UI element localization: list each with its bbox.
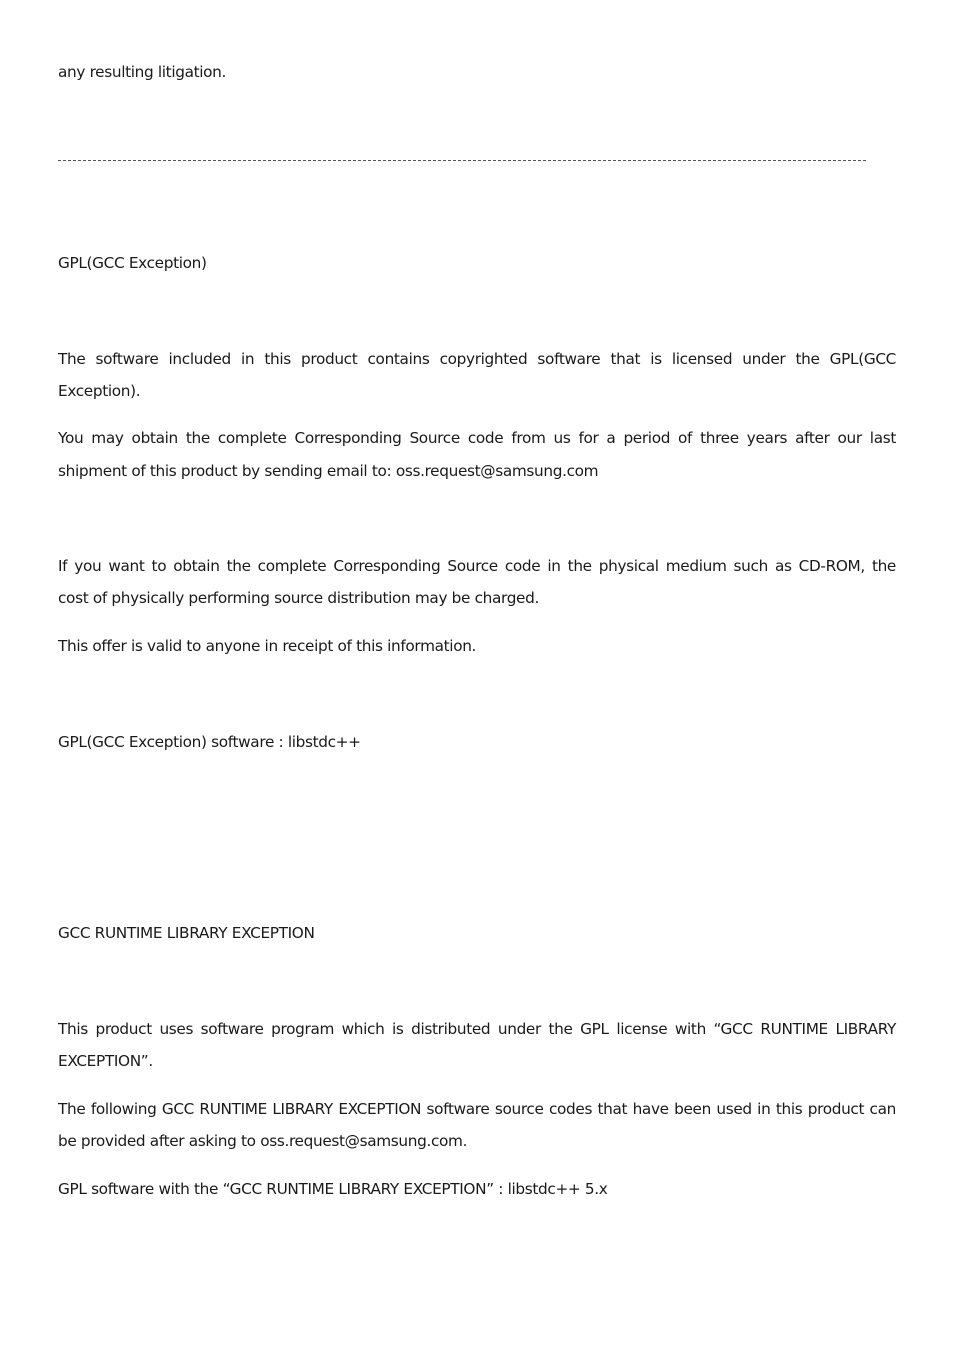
paragraph-line: GPL software with the “GCC RUNTIME LIBRARY EXCEPTION” : libstdc++ 5.x: [58, 1180, 608, 1198]
paragraph-line: The software included in this product contains copyrighted software that is licensed under the GPL(GCC: [58, 350, 896, 368]
paragraph-line: be provided after asking to oss.request@samsung.com.: [58, 1132, 468, 1150]
paragraph-line: shipment of this product by sending email to: oss.request@samsung.com: [58, 462, 599, 480]
paragraph-line: If you want to obtain the complete Corresponding Source code in the physical medium such as CD-ROM, the: [58, 557, 896, 575]
text-line: any resulting litigation.: [58, 63, 227, 81]
paragraph-line: This product uses software program which is distributed under the GPL license with “GCC RUNTIME LIBRARY: [58, 1020, 896, 1038]
separator-line: [58, 160, 866, 161]
paragraph-line: You may obtain the complete Corresponding Source code from us for a period of three years after our last: [58, 429, 896, 447]
paragraph-line: GPL(GCC Exception) software : libstdc++: [58, 733, 361, 751]
paragraph-line: Exception).: [58, 382, 141, 400]
paragraph-line: cost of physically performing source distribution may be charged.: [58, 589, 539, 607]
paragraph-line: The following GCC RUNTIME LIBRARY EXCEPTION software source codes that have been used in this product can: [58, 1100, 896, 1118]
section-heading: GPL(GCC Exception): [58, 254, 207, 272]
paragraph-line: EXCEPTION”.: [58, 1052, 153, 1070]
paragraph-line: This offer is valid to anyone in receipt of this information.: [58, 637, 477, 655]
section-heading: GCC RUNTIME LIBRARY EXCEPTION: [58, 924, 315, 942]
